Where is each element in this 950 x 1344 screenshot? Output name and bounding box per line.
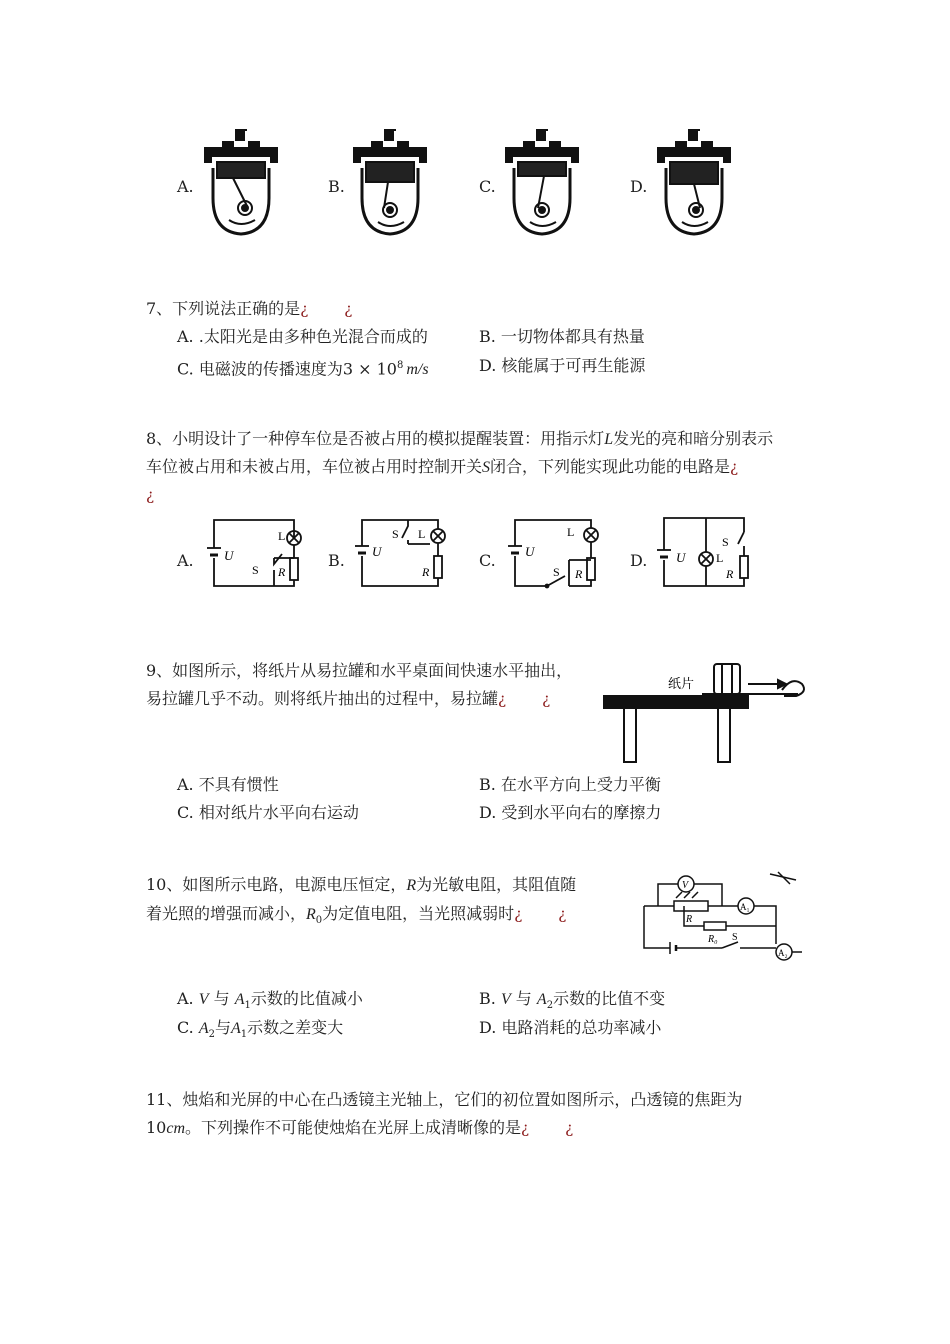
q6-option-d-label: D. — [630, 177, 648, 196]
q9-figure-label-paper: 纸片 — [668, 677, 695, 692]
q9-option-d: D. 受到水平向右的摩擦力 — [479, 803, 662, 822]
q6-engine-figure-d — [656, 128, 736, 240]
q8-stem-line2: 车位被占用和未被占用，车位被占用时控制开关S闭合，下列能实现此功能的电路是¿ — [146, 457, 739, 476]
q8d-label-r: R — [726, 567, 734, 581]
q10-figure-label-r0: R₀ — [708, 934, 718, 945]
q8c-label-u: U — [525, 544, 535, 559]
q8a-label-u: U — [224, 548, 234, 563]
q10-figure-label-v: V — [682, 880, 689, 891]
q11-mark-open: ¿ — [521, 1119, 530, 1137]
q8c-label-s: S — [553, 565, 560, 579]
q8c-label-l: L — [567, 525, 575, 539]
q10-option-d: D. 电路消耗的总功率减小 — [479, 1018, 662, 1037]
q8-option-d-label: D. — [630, 551, 648, 570]
q8b-label-r: R — [422, 565, 430, 579]
q7-option-a: A. .太阳光是由多种色光混合而成的 — [177, 327, 428, 346]
q6-option-c-label: C. — [479, 177, 496, 196]
q8a-label-r: R — [278, 565, 286, 579]
q10-mark-close: ¿ — [558, 905, 567, 923]
q10-figure-label-r: R — [686, 914, 693, 925]
q7-option-d: D. 核能属于可再生能源 — [479, 356, 646, 375]
q9-option-a: A. 不具有惯性 — [177, 775, 279, 794]
q8-option-a-label: A. — [177, 551, 194, 570]
q10-mark-open: ¿ — [514, 905, 523, 923]
q9-option-b: B. 在水平方向上受力平衡 — [479, 775, 661, 794]
q6-option-a-label: A. — [177, 177, 194, 196]
q8a-label-s: S — [252, 563, 259, 577]
q9-figure-can-on-table — [602, 660, 810, 766]
q8b-label-s: S — [392, 527, 399, 541]
q10-option-c: C. $A_2$与$A_1$示数之差变大 — [177, 1018, 344, 1041]
q11-mark-close: ¿ — [565, 1119, 574, 1137]
q9-stem-line2: 易拉罐几乎不动。则将纸片抽出的过程中，易拉罐¿ ¿ — [146, 689, 551, 708]
q10-figure-label-a1: A₁ — [740, 902, 750, 912]
q7-mark-open: ¿ — [300, 300, 309, 318]
q7-stem: 7、下列说法正确的是¿ ¿ — [146, 299, 353, 318]
q10-figure-label-s: S — [732, 932, 738, 943]
q8-option-b-label: B. — [328, 551, 345, 570]
q9-mark-close: ¿ — [542, 690, 551, 708]
q11-stem-line2: 10cm。下列操作不可能使烛焰在光屏上成清晰像的是¿ ¿ — [146, 1118, 574, 1137]
q7-mark-close: ¿ — [344, 300, 353, 318]
q8d-label-u: U — [676, 550, 686, 565]
q8-stem-line1: 8、小明设计了一种停车位是否被占用的模拟提醒装置：用指示灯L发光的亮和暗分别表示 — [146, 429, 774, 448]
q9-option-c: C. 相对纸片水平向右运动 — [177, 803, 359, 822]
q8b-label-u: U — [372, 544, 382, 559]
q7-option-c: C. 电磁波的传播速度为$3 \times 10^8$ m/s — [177, 359, 429, 379]
q10-stem-line1: 10、如图所示电路，电源电压恒定，R为光敏电阻，其阻值随 — [146, 875, 577, 894]
q8-option-c-label: C. — [479, 551, 496, 570]
q6-engine-figure-c — [504, 128, 584, 240]
q8-circuit-a — [204, 514, 304, 590]
q10-option-a: A. V 与 $A_1$示数的比值减小 — [177, 989, 363, 1012]
q8-mark-open: ¿ — [730, 458, 739, 476]
q10-option-b: B. V 与 $A_2$示数的比值不变 — [479, 989, 666, 1012]
q10-stem-line2: 着光照的增强而减小，$R_0$为定值电阻，当光照减弱时¿ ¿ — [146, 904, 567, 927]
q8d-label-l: L — [716, 551, 724, 565]
q8c-label-r: R — [575, 567, 583, 581]
q11-stem-line1: 11、烛焰和光屏的中心在凸透镜主光轴上，它们的初位置如图所示，凸透镜的焦距为 — [146, 1090, 743, 1109]
q8d-label-s: S — [722, 535, 729, 549]
q8b-label-l: L — [418, 527, 426, 541]
q6-engine-figure-a — [203, 128, 283, 240]
q9-stem-line1: 9、如图所示，将纸片从易拉罐和水平桌面间快速水平抽出， — [146, 661, 573, 680]
q10-figure-label-a2: A₂ — [778, 948, 788, 958]
q6-option-b-label: B. — [328, 177, 345, 196]
q8-circuit-c — [505, 514, 605, 590]
q8-mark-close: ¿ — [146, 486, 155, 504]
q8a-label-l: L — [278, 529, 286, 543]
q7-option-b: B. 一切物体都具有热量 — [479, 327, 645, 346]
q9-mark-open: ¿ — [498, 690, 507, 708]
q8-circuit-d — [656, 514, 752, 590]
q6-engine-figure-b — [352, 128, 432, 240]
q8-circuit-b — [352, 514, 452, 590]
q10-circuit-figure — [620, 866, 808, 972]
